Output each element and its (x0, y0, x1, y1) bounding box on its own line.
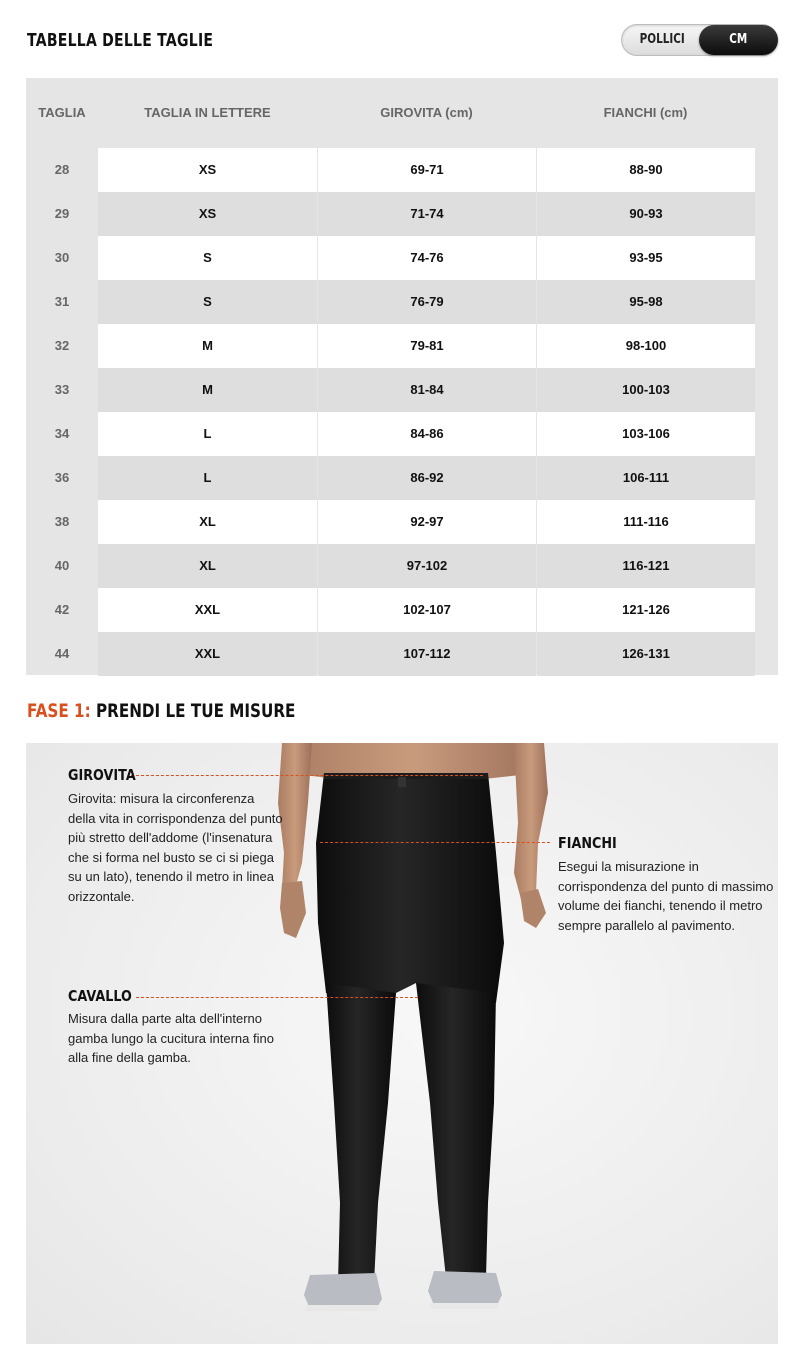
cell-size: 44 (54, 646, 70, 661)
cell-size: 33 (54, 382, 70, 397)
step-prefix: FASE 1: (27, 700, 91, 722)
right-arm-shape (514, 743, 548, 903)
cell-waist: 107-112 (318, 632, 536, 676)
size-table (26, 78, 778, 675)
cell-waist: 102-107 (318, 588, 536, 632)
step-heading (27, 700, 295, 722)
cell-letter: L (98, 412, 317, 456)
left-hand-shape (280, 881, 306, 938)
cell-size: 29 (54, 206, 70, 221)
cell-hips: 121-126 (537, 588, 755, 632)
cell-waist: 92-97 (318, 500, 536, 544)
cell-hips: 95-98 (537, 280, 755, 324)
left-leg-shape (326, 983, 396, 1283)
waist-title: GIROVITA (68, 766, 136, 784)
table-row (26, 192, 778, 236)
inseam-title: CAVALLO (68, 987, 132, 1005)
inseam-description: Misura dalla parte alta dell'interno gamba lungo la cucitura interna fino alla fine della gamba. (68, 1011, 274, 1065)
cell-letter: XL (98, 500, 317, 544)
cell-letter: S (98, 280, 317, 324)
cell-letter: L (98, 456, 317, 500)
cell-hips: 90-93 (537, 192, 755, 236)
cell-size: 38 (54, 514, 70, 529)
cell-letter: XS (98, 192, 317, 236)
cell-hips: 111-116 (537, 500, 755, 544)
table-row (26, 280, 778, 324)
table-row (26, 500, 778, 544)
inseam-indicator-line (136, 997, 418, 998)
cell-letter: S (98, 236, 317, 280)
cell-waist: 86-92 (318, 456, 536, 500)
cell-size: 31 (54, 294, 70, 309)
header-size: TAGLIA (38, 105, 86, 120)
waist-indicator-line (131, 775, 483, 776)
hips-indicator-line (320, 842, 550, 843)
hips-title: FIANCHI (558, 834, 617, 852)
right-leg-shape (416, 983, 496, 1278)
cell-letter: M (98, 368, 317, 412)
table-row (26, 412, 778, 456)
cell-waist: 74-76 (318, 236, 536, 280)
cell-hips: 88-90 (537, 148, 755, 192)
cell-size: 36 (54, 470, 70, 485)
unit-option-inches[interactable]: POLLICI (639, 32, 685, 47)
right-hand-shape (520, 889, 546, 928)
right-sole-shape (430, 1303, 498, 1309)
table-row (26, 324, 778, 368)
cell-waist: 97-102 (318, 544, 536, 588)
header-waist: GIROVITA (cm) (380, 105, 473, 120)
table-row (26, 544, 778, 588)
cell-hips: 103-106 (537, 412, 755, 456)
cell-waist: 84-86 (318, 412, 536, 456)
table-row (26, 588, 778, 632)
cell-size: 28 (54, 162, 70, 177)
cell-hips: 106-111 (537, 456, 755, 500)
table-row (26, 236, 778, 280)
cell-letter: XXL (98, 588, 317, 632)
cell-hips: 93-95 (537, 236, 755, 280)
cell-waist: 81-84 (318, 368, 536, 412)
cell-letter: M (98, 324, 317, 368)
cell-waist: 76-79 (318, 280, 536, 324)
cell-size: 30 (54, 250, 70, 265)
cell-size: 34 (54, 426, 70, 441)
left-shoe-shape (304, 1273, 382, 1309)
unit-option-cm[interactable]: CM (699, 25, 778, 55)
cell-hips: 116-121 (537, 544, 755, 588)
header-letter-size: TAGLIA IN LETTERE (144, 105, 271, 120)
cell-size: 32 (54, 338, 70, 353)
cell-hips: 100-103 (537, 368, 755, 412)
cell-letter: XXL (98, 632, 317, 676)
cell-hips: 126-131 (537, 632, 755, 676)
page-title: TABELLA DELLE TAGLIE (27, 30, 214, 51)
table-header (26, 78, 778, 148)
cell-letter: XL (98, 544, 317, 588)
cell-size: 40 (54, 558, 70, 573)
table-row (26, 148, 778, 192)
cell-hips: 98-100 (537, 324, 755, 368)
header-hips: FIANCHI (cm) (603, 105, 688, 120)
cell-waist: 79-81 (318, 324, 536, 368)
left-arm-shape (278, 743, 312, 893)
unit-toggle[interactable] (621, 24, 778, 56)
table-row (26, 368, 778, 412)
left-sole-shape (306, 1305, 378, 1311)
table-body (26, 148, 778, 676)
button-shape (398, 777, 406, 787)
cell-waist: 71-74 (318, 192, 536, 236)
table-row (26, 456, 778, 500)
step-title: PRENDI LE TUE MISURE (95, 700, 296, 722)
right-shoe-shape (428, 1271, 502, 1307)
waist-description: Girovita: misura la circonferenza della vita in corrispondenza del punto più stretto dell'addome (l'insenatura che si forma nel busto se ci si piega su un lato), tenendo il metro in linea orizzontale. (68, 791, 283, 904)
hips-description: Esegui la misurazione in corrispondenza del punto di massimo volume dei fianchi, tenendo il metro sempre parallelo al pavimento. (558, 859, 774, 933)
cell-waist: 69-71 (318, 148, 536, 192)
pants-upper-shape (316, 773, 504, 1003)
cell-letter: XS (98, 148, 317, 192)
table-row (26, 632, 778, 676)
cell-size: 42 (54, 602, 70, 617)
